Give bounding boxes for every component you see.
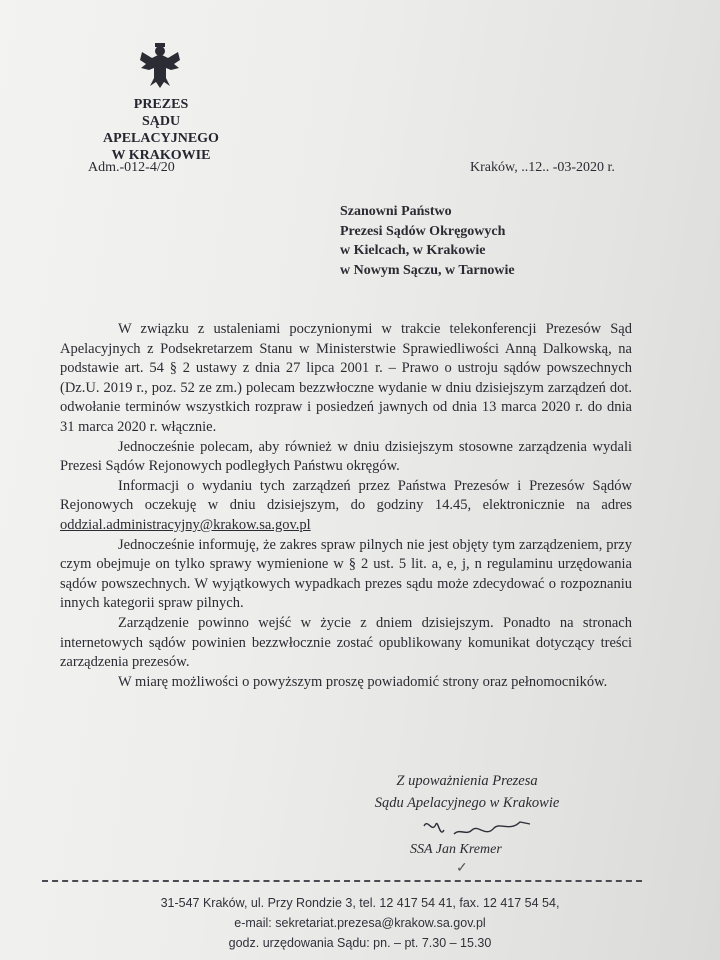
recipient-line-1: Szanowni Państwo (340, 204, 452, 219)
paragraph-5: Zarządzenie powinno wejść w życie z dniem dzisiejszym. Ponadto na stronach internetowych sądów powinien bezzwłocznie zostać opublikowany komunikat dotyczący treści zarządzenia prezesów. (60, 614, 632, 671)
signature-line-1: Z upoważnienia Prezesa (396, 773, 538, 789)
signature-block (360, 770, 574, 814)
letterhead-line-3: W KRAKOWIE (111, 148, 211, 163)
recipient-line-3: w Kielcach, w Krakowie (340, 243, 486, 258)
signature-line-2: Sądu Apelacyjnego w Krakowie (374, 795, 560, 811)
footer-address: 31-547 Kraków, ul. Przy Rondzie 3, tel. 12 417 54 41, fax. 12 417 54 54, (160, 896, 560, 910)
date-line: Kraków, ..12.. -03-2020 r. (470, 160, 615, 175)
footer (100, 893, 620, 953)
reference-number: Adm.-012-4/20 (88, 160, 175, 175)
letterhead-line-1: PREZES (133, 97, 189, 112)
paragraph-3-text: Informacji o wydaniu tych zarządzeń przez Państwa Prezesów i Prezesów Sądów Rejonowych oczekuję w dniu dzisiejszym, do godziny 14.45, elektronicznie na adres (60, 477, 632, 514)
paragraph-3 (60, 477, 632, 536)
polish-eagle-emblem-icon (138, 40, 182, 90)
letter-body (60, 320, 632, 692)
checkmark-icon: ✓ (456, 861, 468, 876)
admin-email-link[interactable]: oddzial.administracyjny@krakow.sa.gov.pl (60, 516, 311, 533)
letterhead-line-2: SĄDU APELACYJNEGO (103, 114, 219, 146)
footer-hours: godz. urzędowania Sądu: pn. – pt. 7.30 – 15.30 (228, 936, 492, 950)
paragraph-4: Jednocześnie informuję, że zakres spraw pilnych nie jest objęty tym zarządzeniem, przy czym obejmuje on tylko sprawy wymienione w § 2 ust. 5 lit. a, e, j, n regulaminu urzędowania sądów powszechnych. W wyjątkowych wypadkach prezes sądu może zdecydować o rozpoznaniu innych kategorii spraw pilnych. (60, 536, 632, 612)
recipient-line-4: w Nowym Sączu, w Tarnowie (340, 262, 515, 278)
paragraph-1: W związku z ustaleniami poczynionymi w trakcie telekonferencji Prezesów Sąd Apelacyjnych z Podsekretarzem Stanu w Ministerstwie Sprawiedliwości Anną Dalkowską, na podstawie art. 54 § 2 ustawy z dnia 27 lipca 2001 r. – Prawo o ustroju sądów powszechnych (Dz.U. 2019 r., poz. 52 ze zm.) polecam bezzwłoczne wydanie w dniu dzisiejszym zarządzeń dot. odwołanie terminów wszystkich rozpraw i posiedzeń jawnych od dnia 13 marca 2020 r. do dnia 31 marca 2020 r. włącznie. (60, 321, 632, 435)
footer-email: e-mail: sekretariat.prezesa@krakow.sa.gov.pl (234, 916, 486, 930)
footer-divider (42, 880, 642, 882)
recipient-block (340, 202, 515, 280)
recipient-line-2: Prezesi Sądów Okręgowych (340, 223, 506, 239)
paragraph-6: W miarę możliwości o powyższym proszę powiadomić strony oraz pełnomocników. (118, 673, 608, 690)
paragraph-2: Jednocześnie polecam, aby również w dniu dzisiejszym stosowne zarządzenia wydali Prezesi Sądów Rejonowych podległych Państwu okręgów. (60, 438, 632, 475)
letterhead-title (86, 96, 236, 164)
signatory-name: SSA Jan Kremer (410, 842, 502, 857)
